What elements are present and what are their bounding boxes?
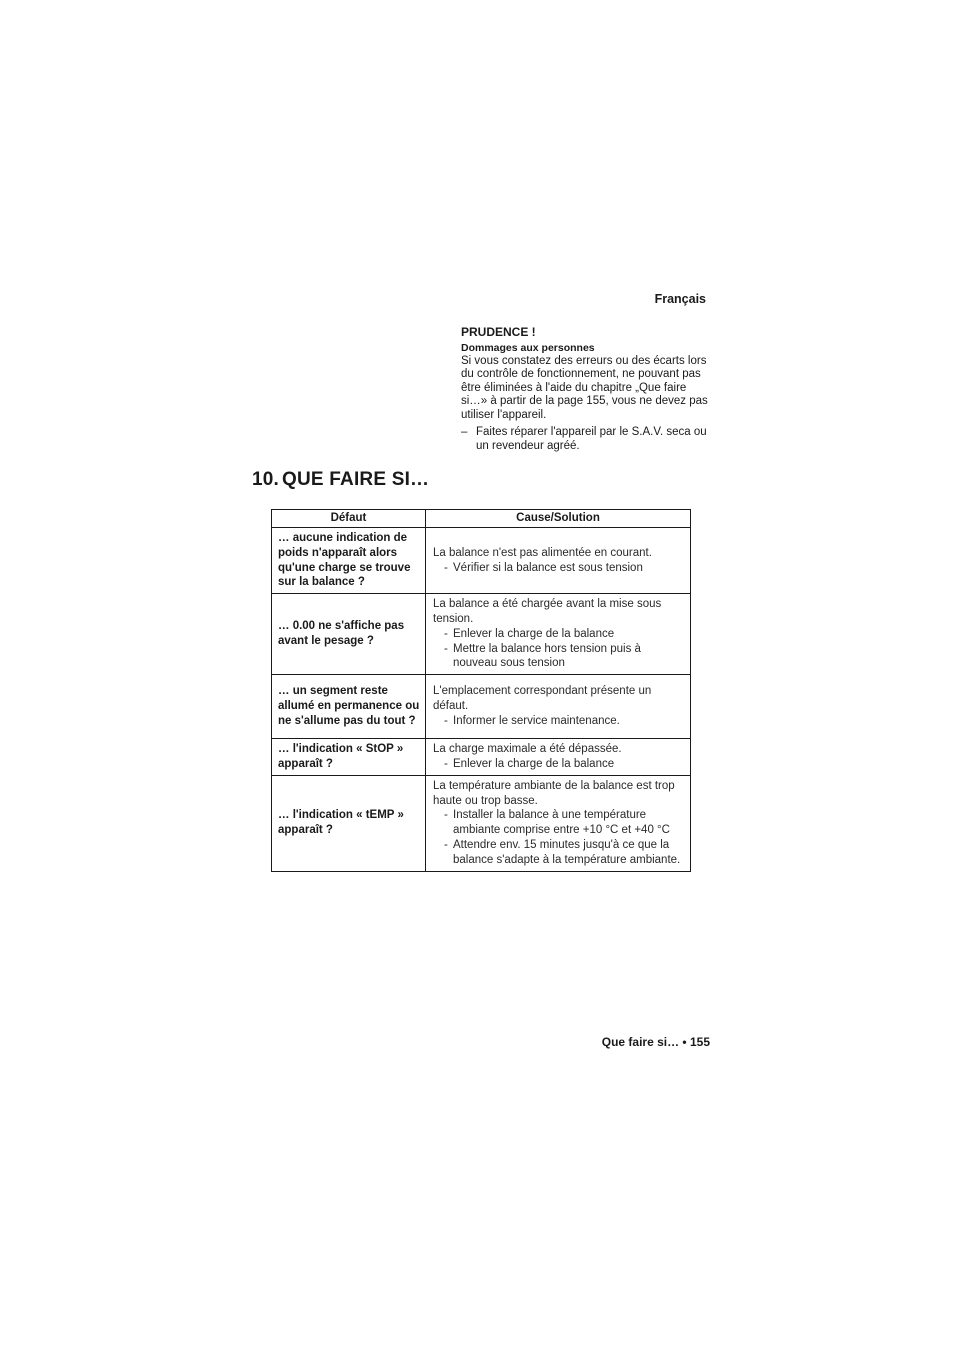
fault-cell: … l'indication « tEMP » apparaît ?: [272, 775, 426, 871]
cause-cell: [426, 528, 691, 594]
fault-cell: … l'indication « StOP » apparaît ?: [272, 739, 426, 776]
table-row: [272, 675, 691, 739]
solution-item: [433, 757, 687, 772]
solution-item: [433, 808, 687, 838]
section-title: QUE FAIRE SI…: [282, 469, 430, 490]
solution-bullet: -: [444, 838, 448, 851]
section-heading: [252, 469, 429, 491]
page-footer: Que faire si… • 155: [601, 1035, 710, 1049]
column-header-cause: Cause/Solution: [426, 510, 691, 528]
warning-box: [461, 326, 711, 453]
solution-list: [433, 714, 687, 729]
cause-cell: [426, 594, 691, 675]
solution-bullet: -: [444, 561, 448, 574]
warning-title: PRUDENCE !: [461, 325, 536, 339]
solution-item: [433, 627, 687, 642]
column-header-fault: Défaut: [272, 510, 426, 528]
cause-text: La température ambiante de la balance est trop haute ou trop basse.: [433, 779, 675, 807]
cause-text: La balance a été chargée avant la mise sous tension.: [433, 598, 662, 625]
solution-item: [433, 838, 687, 868]
section-number: 10.: [252, 469, 280, 490]
solution-bullet: -: [444, 757, 448, 770]
cause-cell: [426, 775, 691, 871]
solution-list: [433, 808, 687, 867]
cause-text: L'emplacement correspondant présente un défaut.: [433, 685, 652, 713]
solution-bullet: -: [444, 809, 448, 822]
solution-text: Installer la balance à une température ambiante comprise entre +10 °C et +40 °C: [453, 809, 670, 837]
table-row: [272, 739, 691, 776]
warning-text: Si vous constatez des erreurs ou des écarts lors du contrôle de fonctionnement, ne pouvant pas être éliminées à l'aide du chapitre „Que faire si…» à partir de la page 155, vous ne devez pas utiliser l'appareil.: [461, 354, 708, 421]
troubleshooting-table: [271, 509, 691, 872]
warning-bullet-text: Faites réparer l'appareil par le S.A.V. seca ou un revendeur agréé.: [476, 426, 707, 452]
solution-text: Informer le service maintenance.: [453, 715, 620, 728]
solution-text: Attendre env. 15 minutes jusqu'à ce que la balance s'adapte à la température ambiante.: [453, 838, 681, 866]
table-row: [272, 775, 691, 871]
solution-text: Mettre la balance hors tension puis à nouveau sous tension: [453, 642, 641, 670]
solution-text: Enlever la charge de la balance: [453, 757, 615, 770]
table-header-row: [272, 510, 691, 528]
table-row: [272, 594, 691, 675]
warning-subtitle: Dommages aux personnes: [461, 341, 595, 354]
fault-cell: … 0.00 ne s'affiche pas avant le pesage ?: [272, 594, 426, 675]
fault-cell: … un segment reste allumé en permanence ou ne s'allume pas du tout ?: [272, 675, 426, 739]
table-row: [272, 528, 691, 594]
solution-bullet: -: [444, 642, 448, 655]
cause-cell: [426, 739, 691, 776]
solution-item: [433, 714, 687, 729]
solution-list: [433, 627, 687, 671]
fault-cell: … aucune indication de poids n'apparaît alors qu'une charge se trouve sur la balance ?: [272, 528, 426, 594]
solution-text: Enlever la charge de la balance: [453, 627, 615, 640]
cause-text: La balance n'est pas alimentée en courant.: [433, 546, 652, 559]
solution-item: [433, 561, 687, 576]
solution-list: [433, 561, 687, 576]
solution-text: Vérifier si la balance est sous tension: [453, 561, 643, 574]
solution-bullet: -: [444, 715, 448, 728]
solution-item: [433, 642, 687, 672]
solution-bullet: -: [444, 627, 448, 640]
language-label: Français: [654, 292, 706, 306]
warning-bullet: [461, 426, 711, 453]
cause-text: La charge maximale a été dépassée.: [433, 743, 622, 756]
warning-bullet-marker: –: [461, 426, 468, 438]
cause-cell: [426, 675, 691, 739]
solution-list: [433, 757, 687, 772]
